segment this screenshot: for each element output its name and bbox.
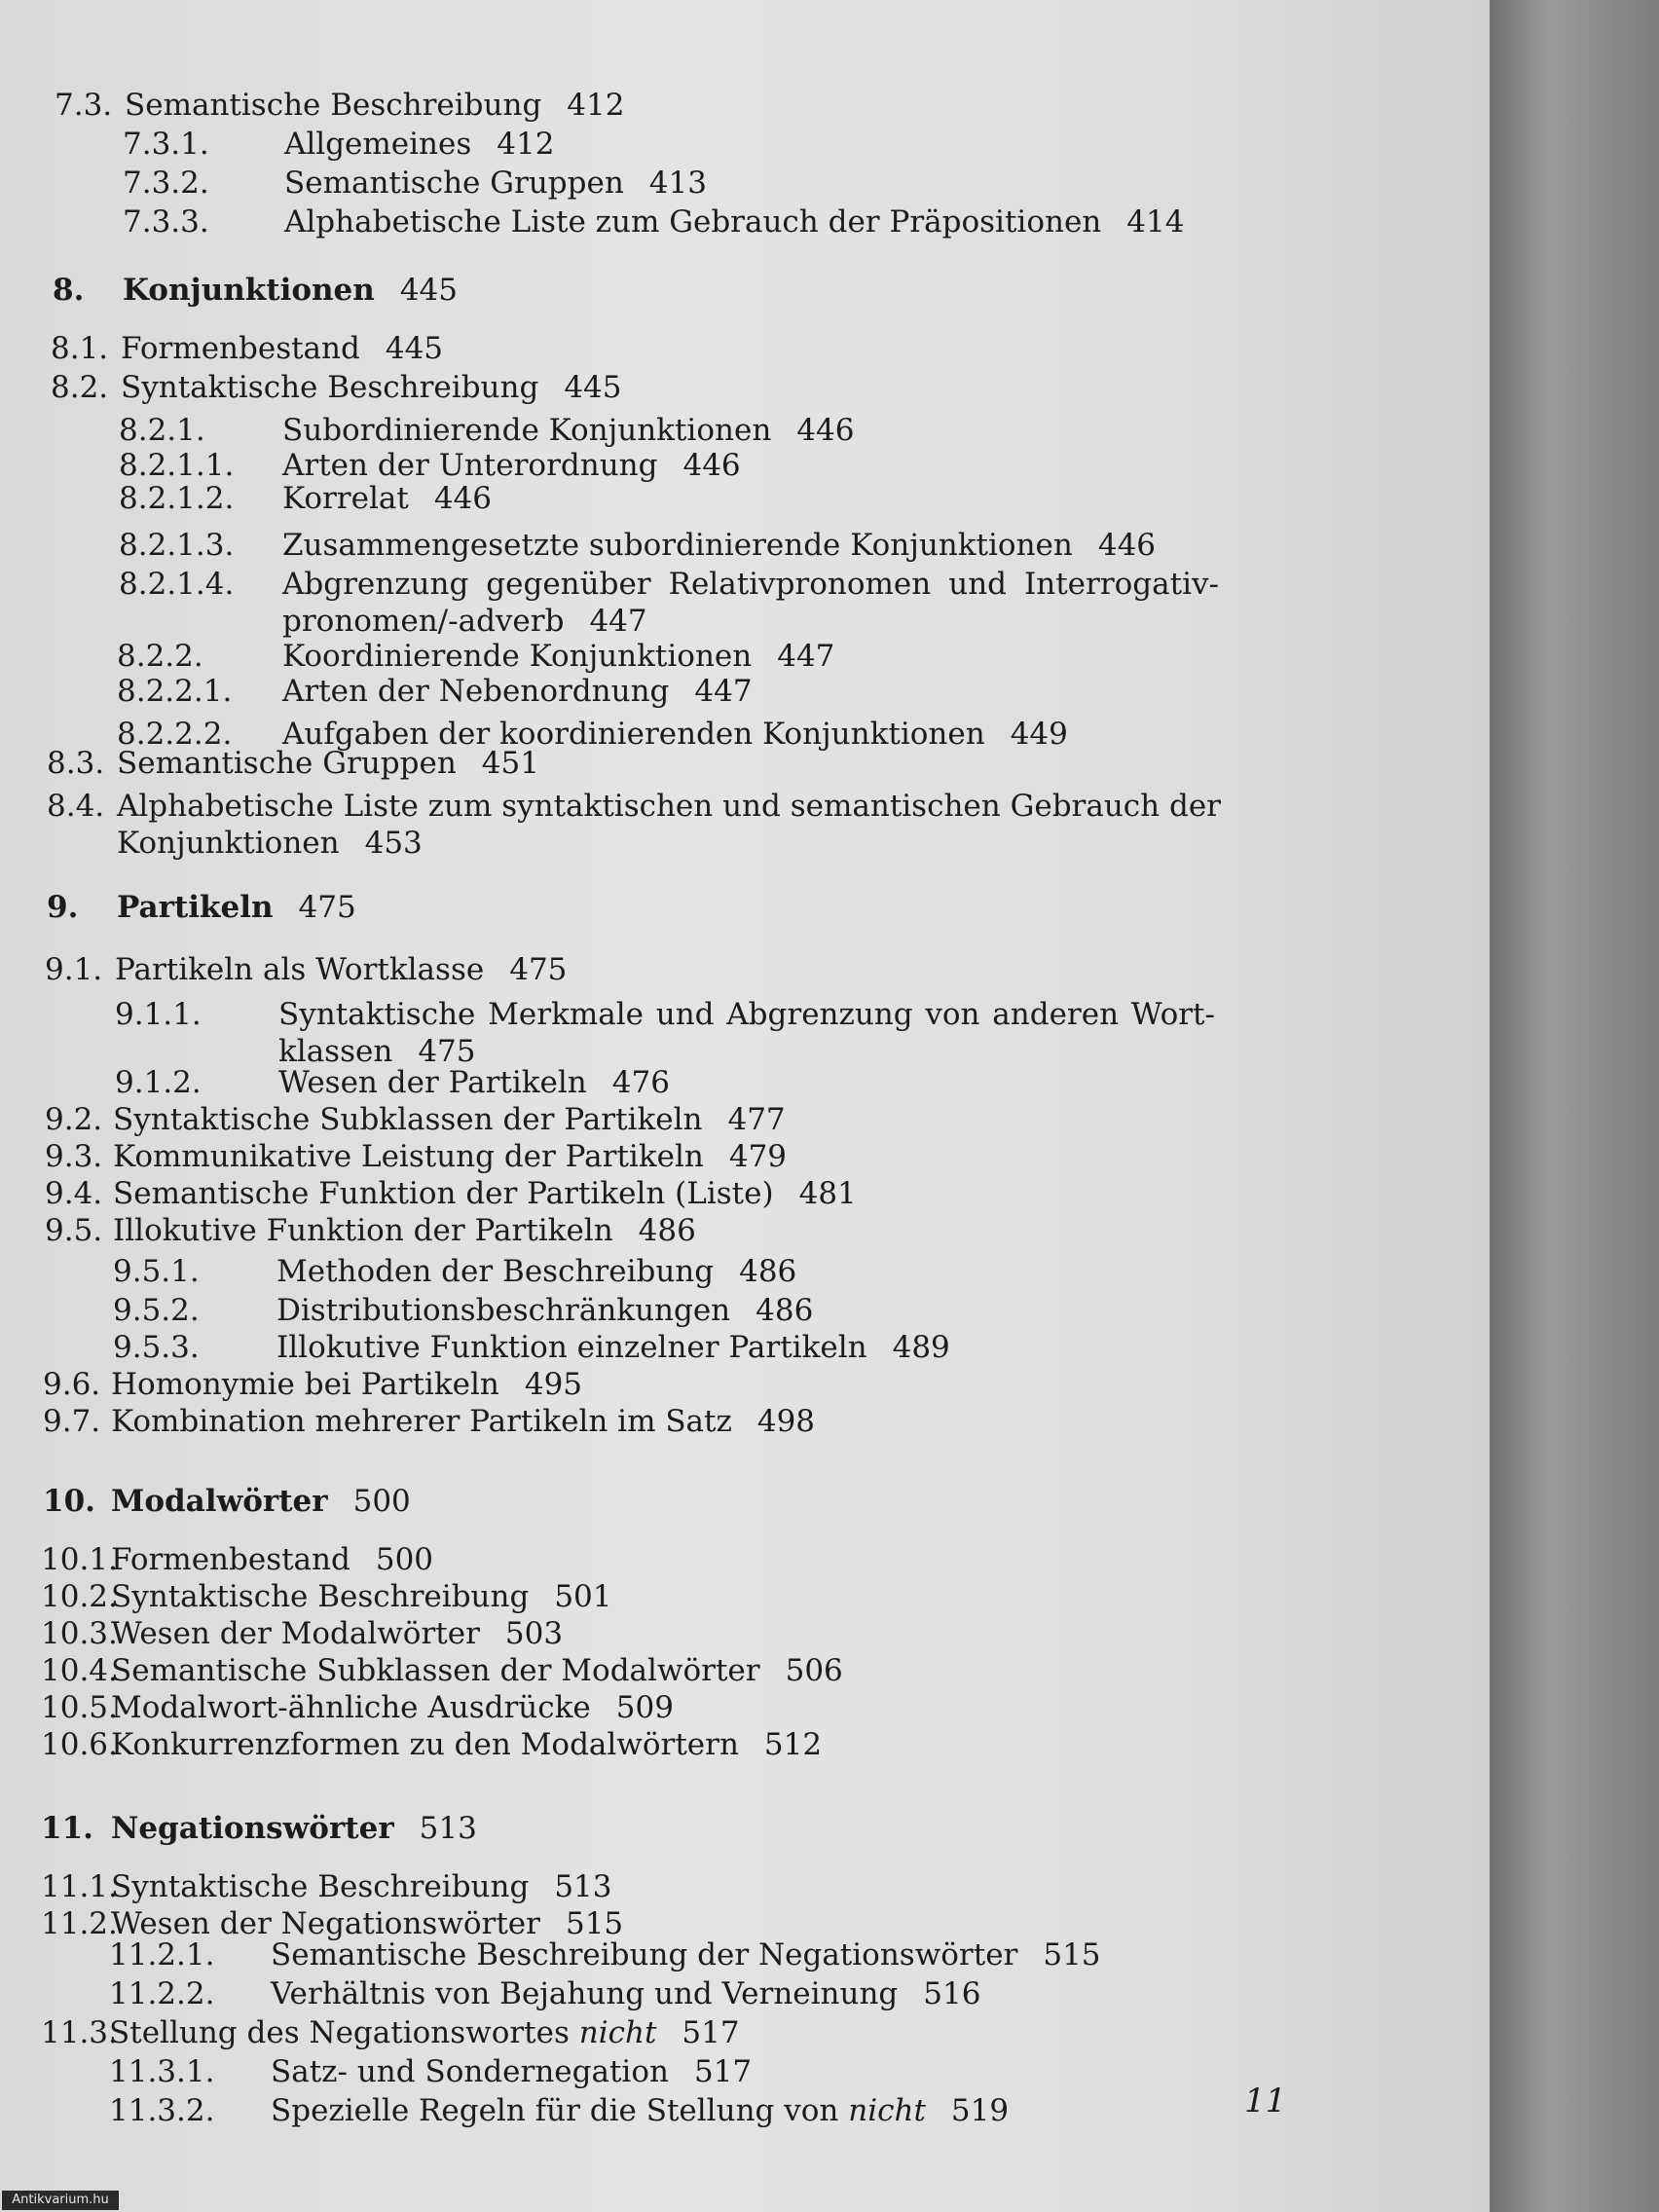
toc-title: Illokutive Funktion der Partikeln	[113, 1213, 613, 1248]
toc-page: 515	[565, 1906, 624, 1941]
toc-title: Arten der Nebenordnung	[282, 674, 670, 709]
toc-title: Semantische Beschreibung der Negationswörter	[271, 1937, 1018, 1972]
toc-title: Allgemeines	[284, 127, 472, 162]
toc-entry	[119, 567, 1219, 641]
toc-page: 475	[298, 890, 356, 925]
page-number: 11	[1244, 2082, 1287, 2120]
toc-number: 9.2.	[45, 1102, 103, 1137]
toc-title: Modalwort-ähnliche Ausdrücke	[111, 1690, 591, 1725]
toc-page: 412	[497, 127, 555, 162]
toc-number: 11.1.	[41, 1869, 118, 1904]
toc-title: Zusammengesetzte subordinierende Konjunktionen	[282, 528, 1073, 563]
toc-page: 503	[504, 1616, 564, 1651]
toc-number: 10.6.	[41, 1727, 118, 1762]
toc-page: 446	[1097, 528, 1157, 563]
toc-page: 476	[611, 1065, 670, 1100]
toc-title: Distributionsbeschränkungen	[276, 1293, 731, 1328]
toc-page: 445	[564, 370, 622, 405]
toc-page: 446	[682, 448, 741, 483]
toc-number: 10.3.	[41, 1616, 118, 1651]
toc-title: Negationswörter	[111, 1811, 394, 1846]
toc-number: 9.5.3.	[113, 1330, 200, 1365]
toc-page: 517	[682, 2015, 740, 2050]
toc-number: 10.5.	[41, 1690, 118, 1725]
toc-number: 7.3.1.	[123, 127, 209, 162]
toc-page: 445	[399, 273, 458, 308]
toc-title: Syntaktische Subklassen der Partikeln	[113, 1102, 703, 1137]
toc-number: 8.2.	[51, 370, 109, 405]
toc-page: 453	[364, 826, 423, 861]
toc-number: 11.2.	[41, 1906, 118, 1941]
toc-page: 500	[352, 1484, 411, 1519]
toc-number: 11.	[41, 1811, 93, 1846]
toc-page: 500	[375, 1542, 434, 1577]
toc-page: 449	[1010, 717, 1068, 752]
toc-title: Verhältnis von Bejahung und Verneinung	[271, 1976, 899, 2011]
toc-title: Illokutive Funktion einzelner Partikeln	[276, 1330, 867, 1365]
toc-page: 413	[648, 166, 707, 201]
toc-number: 9.1.1.	[115, 997, 202, 1032]
toc-number: 9.6.	[43, 1367, 101, 1402]
toc-number: 8.2.1.	[119, 413, 205, 448]
toc-page: 498	[756, 1404, 816, 1439]
toc-title-emphasis: nicht	[848, 2093, 926, 2128]
toc-number: 9.	[47, 890, 79, 925]
toc-title: Syntaktische Beschreibung	[111, 1579, 530, 1614]
toc-title: Alphabetische Liste zum Gebrauch der Präpositionen	[284, 204, 1102, 240]
toc-page: 447	[589, 604, 647, 639]
toc-page: 519	[950, 2093, 1010, 2128]
toc-number: 8.2.1.1.	[119, 448, 235, 483]
toc-page: 446	[433, 481, 492, 516]
toc-title: Semantische Gruppen	[284, 166, 624, 201]
toc-title: Homonymie bei Partikeln	[111, 1367, 499, 1402]
toc-title: Syntaktische Merkmale und Abgrenzung von anderen Wort-	[278, 997, 1215, 1032]
toc-title-continuation: pronomen/-adverb	[282, 604, 565, 639]
toc-title: Satz- und Sondernegation	[271, 2054, 669, 2089]
toc-title-emphasis: nicht	[578, 2015, 657, 2050]
toc-title: Kombination mehrerer Partikeln im Satz	[111, 1404, 732, 1439]
toc-number: 9.5.2.	[113, 1293, 200, 1328]
toc-page: 447	[694, 674, 753, 709]
toc-page: 414	[1126, 204, 1185, 240]
toc-page: 412	[567, 88, 625, 123]
toc-title: Semantische Beschreibung	[125, 88, 542, 123]
toc-number: 11.2.1.	[109, 1937, 215, 1972]
toc-title-continuation: Konjunktionen	[117, 826, 340, 861]
toc-title-continuation: klassen	[278, 1034, 393, 1069]
toc-number: 8.4.	[47, 789, 105, 824]
toc-page: 445	[385, 331, 444, 366]
toc-title: Koordinierende Konjunktionen	[282, 639, 753, 674]
toc-title: Stellung des Negationswortes	[109, 2015, 570, 2050]
toc-number: 9.4.	[45, 1176, 103, 1211]
book-spine-shadow	[1490, 0, 1659, 2212]
toc-number: 9.1.	[45, 952, 103, 987]
toc-page: 506	[785, 1653, 843, 1688]
toc-page: 512	[763, 1727, 823, 1762]
toc-title: Formenbestand	[121, 331, 360, 366]
toc-page: 475	[509, 952, 568, 987]
toc-title: Modalwörter	[111, 1484, 328, 1519]
toc-number: 10.2.	[41, 1579, 118, 1614]
toc-title: Korrelat	[282, 481, 409, 516]
toc-title: Kommunikative Leistung der Partikeln	[113, 1139, 704, 1174]
toc-number: 9.7.	[43, 1404, 101, 1439]
toc-number: 8.1.	[51, 331, 109, 366]
toc-number: 8.	[53, 273, 85, 308]
toc-title: Formenbestand	[111, 1542, 350, 1577]
toc-number: 11.3.2.	[109, 2093, 215, 2128]
toc-page: 446	[796, 413, 855, 448]
toc-page: 517	[693, 2054, 753, 2089]
toc-number: 7.3.3.	[123, 204, 209, 240]
toc-title: Wesen der Modalwörter	[111, 1616, 480, 1651]
toc-page: 481	[798, 1176, 857, 1211]
toc-page: 501	[554, 1579, 612, 1614]
toc-title: Aufgaben der koordinierenden Konjunktionen	[282, 717, 985, 752]
toc-number: 11.3.	[41, 2015, 118, 2050]
toc-page: 515	[1043, 1937, 1101, 1972]
toc-number: 10.1.	[41, 1542, 118, 1577]
toc-entry	[115, 997, 1215, 1071]
toc-entry	[47, 789, 1225, 863]
toc-page: 479	[728, 1139, 788, 1174]
toc-number: 10.4.	[41, 1653, 118, 1688]
toc-page: 475	[418, 1034, 476, 1069]
toc-number: 8.2.2.2.	[117, 717, 233, 752]
toc-page: 451	[481, 746, 539, 781]
toc-title: Partikeln als Wortklasse	[115, 952, 485, 987]
toc-number: 10.	[43, 1484, 95, 1519]
toc-title: Semantische Subklassen der Modalwörter	[111, 1653, 760, 1688]
toc-title: Wesen der Partikeln	[278, 1065, 587, 1100]
toc-number: 11.2.2.	[109, 1976, 215, 2011]
toc-title: Abgrenzung gegenüber Relativpronomen und Interrogativ-	[282, 567, 1219, 602]
toc-title: Konjunktionen	[123, 273, 375, 308]
toc-number: 9.3.	[45, 1139, 103, 1174]
toc-page: 489	[892, 1330, 950, 1365]
toc-page: 486	[756, 1293, 814, 1328]
toc-number: 7.3.2.	[123, 166, 209, 201]
toc-number: 9.5.1.	[113, 1254, 200, 1289]
toc-page: 513	[419, 1811, 477, 1846]
toc-title: Syntaktische Beschreibung	[121, 370, 539, 405]
watermark: Antikvarium.hu	[2, 2191, 119, 2210]
toc-number: 8.2.1.4.	[119, 567, 235, 602]
toc-number: 8.3.	[47, 746, 105, 781]
toc-page: 513	[554, 1869, 612, 1904]
toc-title: Konkurrenzformen zu den Modalwörtern	[111, 1727, 739, 1762]
toc-title: Semantische Gruppen	[117, 746, 457, 781]
toc-page: 516	[923, 1976, 981, 2011]
toc-number: 8.2.2.	[117, 639, 203, 674]
toc-title: Semantische Funktion der Partikeln (Liste)	[113, 1176, 774, 1211]
toc-page: 447	[777, 639, 835, 674]
toc-page: 477	[727, 1102, 786, 1137]
toc-title: Methoden der Beschreibung	[276, 1254, 715, 1289]
toc-number: 7.3.	[55, 88, 113, 123]
toc-title: Spezielle Regeln für die Stellung von	[271, 2093, 839, 2128]
toc-number: 9.1.2.	[115, 1065, 202, 1100]
toc-title: Subordinierende Konjunktionen	[282, 413, 772, 448]
toc-page: 486	[638, 1213, 696, 1248]
toc-number: 9.5.	[45, 1213, 103, 1248]
toc-number: 8.2.1.3.	[119, 528, 235, 563]
toc-page: 509	[615, 1690, 674, 1725]
toc-title: Partikeln	[117, 890, 274, 925]
toc-title: Arten der Unterordnung	[282, 448, 658, 483]
toc-title: Alphabetische Liste zum syntaktischen und semantischen Gebrauch der	[117, 789, 1221, 824]
toc-number: 8.2.2.1.	[117, 674, 233, 709]
toc-number: 11.3.1.	[109, 2054, 215, 2089]
toc-page: 495	[524, 1367, 583, 1402]
toc-number: 8.2.1.2.	[119, 481, 235, 516]
toc-page: 486	[739, 1254, 797, 1289]
toc-title: Syntaktische Beschreibung	[111, 1869, 530, 1904]
toc-title: Wesen der Negationswörter	[111, 1906, 540, 1941]
